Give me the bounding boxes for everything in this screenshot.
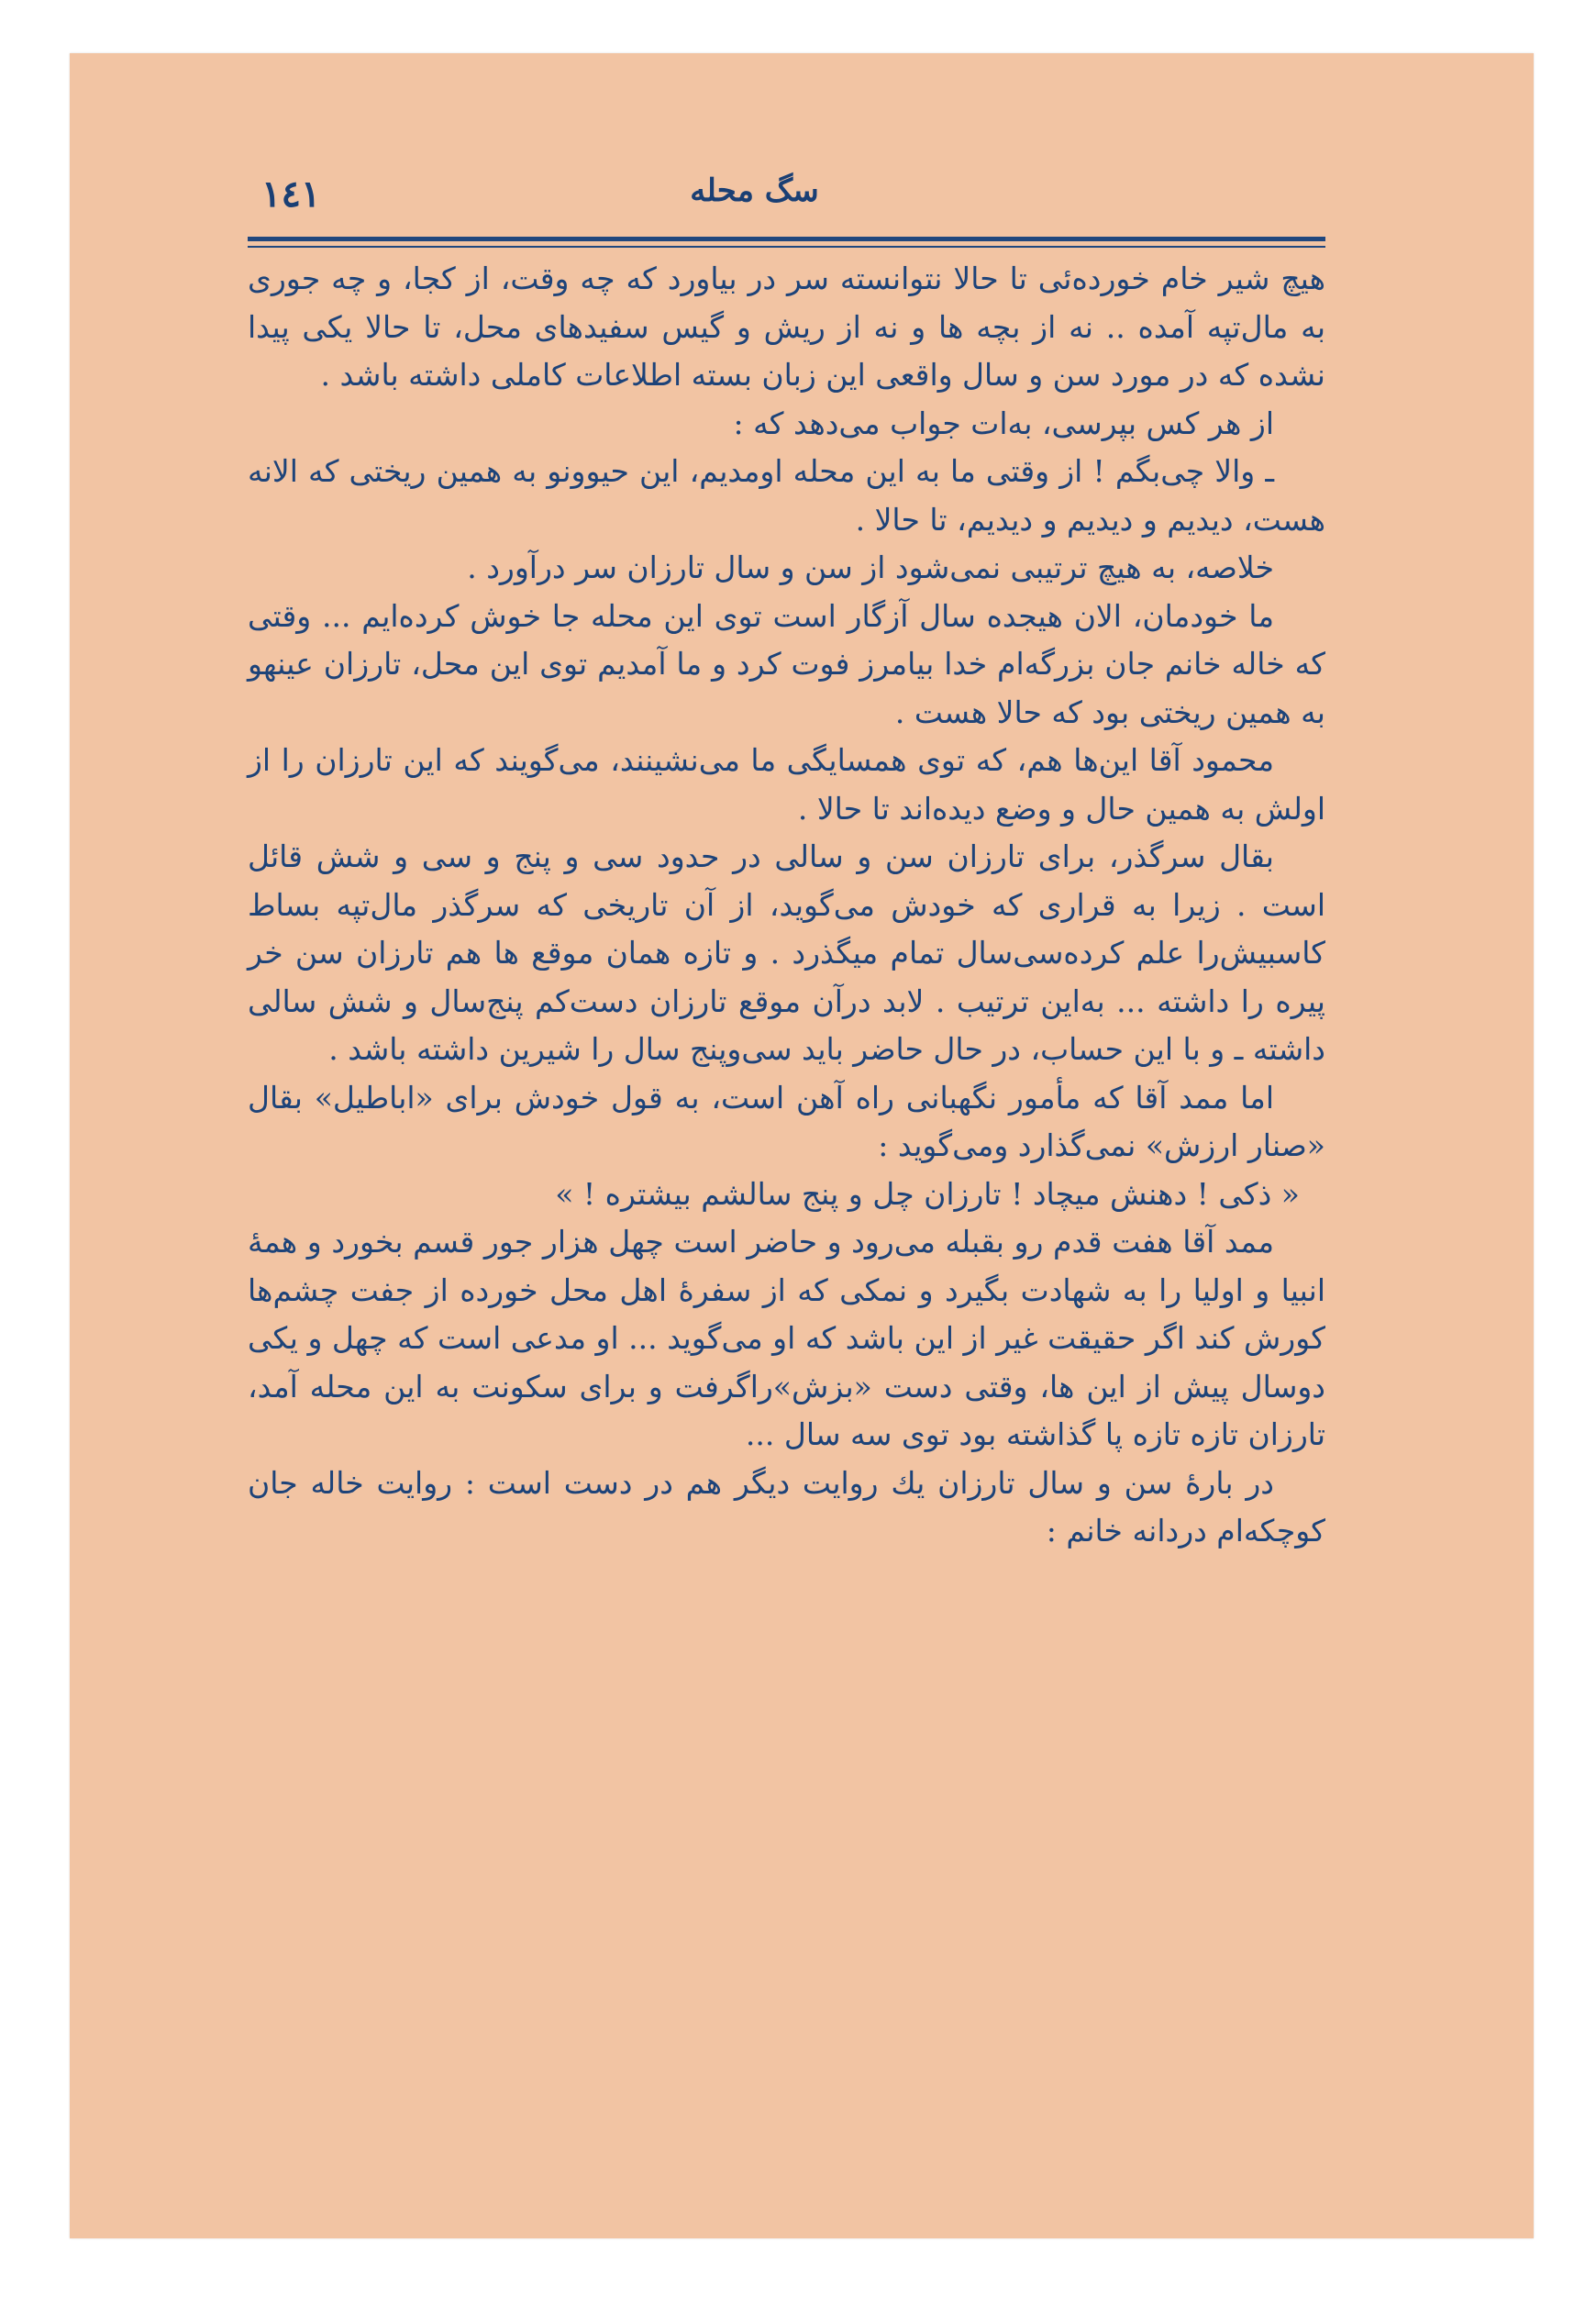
body-text: [248, 255, 1325, 2053]
quote-paragraph: « ذکی ! دهنش میچاد ! تارزان چل و پنج سالشم بیشتره ! »: [555, 1175, 1300, 1212]
paragraph: از هر کس بپرسی، به‌ات جواب می‌دهد که :: [733, 405, 1274, 441]
paragraph: در بارهٔ سن و سال تارزان يك روایت دیگر هم در دست است : روایت خاله جان کوچکه‌ام دردانه خانم :: [248, 1464, 1325, 1549]
paragraph: ممد آقا هفت قدم رو بقبله می‌رود و حاضر است چهل هزار جور قسم بخورد و همهٔ انبیا و اولیا را به شهادت بگیرد و نمکی که از سفرهٔ اهل محل خورده از جفت چشم‌ها کورش کند اگر حقیقت غیر از این باشد که او می‌گوید ... او مدعی است که چهل و یکی دوسال پیش از این ها، وقتی دست «بزش»راگرفت و برای سکونت به این محله آمد، تارزان تازه تازه پا گذاشته بود توی سه سال ...: [248, 1224, 1325, 1452]
header-rule-thick: [248, 237, 1325, 241]
page-header: [183, 172, 1325, 216]
paragraph: بقال سرگذر، برای تارزان سن و سالی در حدود سی و پنج و سی و شش قائل است . زیرا به قراری که خودش می‌گوید، از آن تاریخی که سرگذر مال‌تپه بساط کاسبیش‌را علم کرده‌سی‌سال تمام میگذرد . و تازه همان موقع ها هم تارزان سن خر پیره را داشته ... به‌این ترتیب . لابد درآن موقع تارزان دست‌کم پنج‌سال و شش سالی داشته ـ و با این حساب، در حال حاضر باید سی‌وپنج سال را شیرین داشته باشد .: [248, 838, 1325, 1067]
header-rule-thin: [248, 246, 1325, 248]
page-number: ١٤١: [261, 172, 321, 216]
paragraph: هیچ شیر خام خورده‌ئی تا حالا نتوانسته سر در بیاورد که چه وقت، از کجا، و چه جوری به مال‌تپه آمده .. نه از بچه ها و نه از ریش و گیس سفیدهای محل، تا حالا یکی پیدا نشده که در مورد سن و سال واقعی این زبان بسته اطلاعات کاملی داشته باشد .: [248, 261, 1325, 393]
paragraph: محمود آقا این‌ها هم، که توی همسایگی ما می‌نشینند، می‌گویند که این تارزان را از اولش به همین حال و وضع دیده‌اند تا حالا .: [248, 742, 1325, 827]
paragraph: اما ممد آقا که مأمور نگهبانی راه آهن است، به قول خودش برای «اباطیل» بقال «صنار ارزش» نمی‌گذارد ومی‌گوید :: [248, 1079, 1325, 1163]
running-title: سگ محله: [690, 172, 819, 209]
dialogue-paragraph: ـ والا چی‌بگم ! از وقتی ما به این محله اومدیم، این حیوونو به همین ریختی که الانه هست، دیدیم و دیدیم و دیدیم، تا حالا .: [248, 453, 1325, 538]
paragraph: خلاصه، به هیچ ترتیبی نمی‌شود از سن و سال تارزان سر درآورد .: [467, 550, 1274, 585]
paragraph: ما خودمان، الان هیجده سال آزگار است توی این محله جا خوش کرده‌ایم ... وقتی که خاله خانم جان بزرگه‌ام خدا بیامرز فوت کرد و ما آمدیم توی این محل، تارزان عینهو به همین ریختی بود که حالا هست .: [248, 597, 1325, 730]
